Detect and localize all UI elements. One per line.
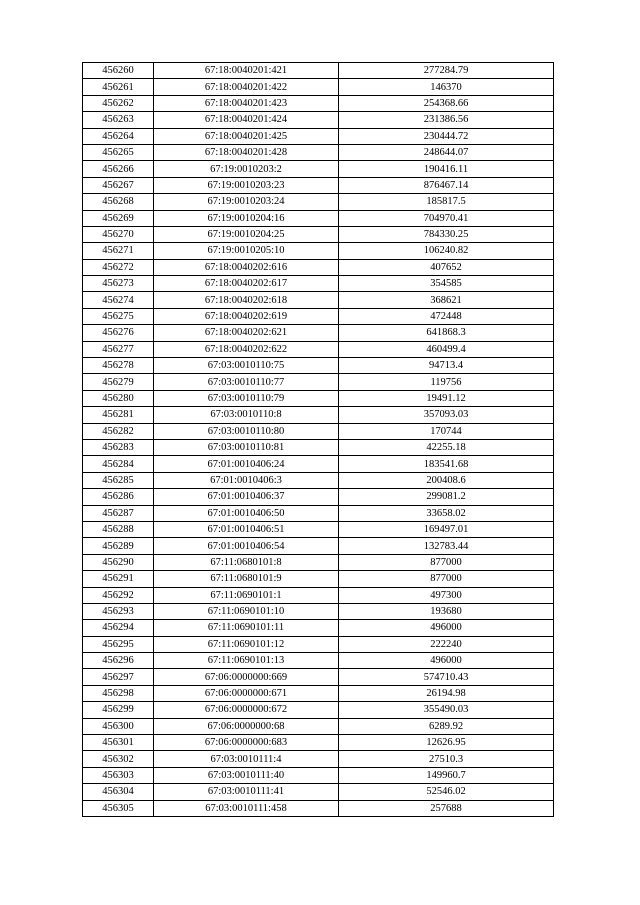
row-number-cell: 456298: [83, 685, 154, 701]
row-number-cell: 456278: [83, 358, 154, 374]
row-number-cell: 456277: [83, 341, 154, 357]
cadastral-number-cell: 67:11:0680101:9: [154, 571, 339, 587]
row-number-cell: 456275: [83, 308, 154, 324]
cadastral-value-cell: 354585: [339, 276, 554, 292]
cadastral-number-cell: 67:19:0010205:10: [154, 243, 339, 259]
row-number-cell: 456285: [83, 472, 154, 488]
cadastral-value-cell: 277284.79: [339, 63, 554, 79]
row-number-cell: 456269: [83, 210, 154, 226]
cadastral-number-cell: 67:01:0010406:24: [154, 456, 339, 472]
cadastral-number-cell: 67:11:0690101:10: [154, 603, 339, 619]
cadastral-value-cell: 877000: [339, 554, 554, 570]
cadastral-value-cell: 106240.82: [339, 243, 554, 259]
row-number-cell: 456272: [83, 259, 154, 275]
row-number-cell: 456297: [83, 669, 154, 685]
cadastral-value-cell: 193680: [339, 603, 554, 619]
cadastral-number-cell: 67:06:0000000:671: [154, 685, 339, 701]
cadastral-number-cell: 67:11:0690101:11: [154, 620, 339, 636]
cadastral-number-cell: 67:03:0010110:79: [154, 390, 339, 406]
table-row: [83, 226, 554, 242]
table-row: [83, 374, 554, 390]
table-row: [83, 112, 554, 128]
cadastral-number-cell: 67:18:0040201:421: [154, 63, 339, 79]
cadastral-value-cell: 169497.01: [339, 521, 554, 537]
table-body: [83, 63, 554, 817]
cadastral-value-cell: 496000: [339, 653, 554, 669]
row-number-cell: 456301: [83, 735, 154, 751]
cadastral-value-cell: 33658.02: [339, 505, 554, 521]
row-number-cell: 456282: [83, 423, 154, 439]
row-number-cell: 456270: [83, 226, 154, 242]
table-row: [83, 210, 554, 226]
cadastral-number-cell: 67:18:0040202:619: [154, 308, 339, 324]
table-row: [83, 308, 554, 324]
cadastral-value-cell: 183541.68: [339, 456, 554, 472]
table-row: [83, 784, 554, 800]
cadastral-number-cell: 67:03:0010111:458: [154, 800, 339, 816]
table-row: [83, 587, 554, 603]
table-row: [83, 243, 554, 259]
cadastral-number-cell: 67:03:0010110:77: [154, 374, 339, 390]
cadastral-value-cell: 641868.3: [339, 325, 554, 341]
table-row: [83, 423, 554, 439]
table-row: [83, 554, 554, 570]
cadastral-value-cell: 257688: [339, 800, 554, 816]
cadastral-number-cell: 67:11:0690101:13: [154, 653, 339, 669]
cadastral-value-cell: 170744: [339, 423, 554, 439]
cadastral-value-cell: 230444.72: [339, 128, 554, 144]
table-row: [83, 341, 554, 357]
row-number-cell: 456290: [83, 554, 154, 570]
table-row: [83, 292, 554, 308]
cadastral-value-cell: 784330.25: [339, 226, 554, 242]
row-number-cell: 456280: [83, 390, 154, 406]
cadastral-number-cell: 67:19:0010203:24: [154, 194, 339, 210]
table-row: [83, 407, 554, 423]
table-row: [83, 767, 554, 783]
table-row: [83, 63, 554, 79]
table-row: [83, 276, 554, 292]
cadastral-value-cell: 12626.95: [339, 735, 554, 751]
cadastral-value-cell: 460499.4: [339, 341, 554, 357]
cadastral-value-cell: 248644.07: [339, 144, 554, 160]
table-row: [83, 685, 554, 701]
cadastral-number-cell: 67:19:0010203:23: [154, 177, 339, 193]
cadastral-number-cell: 67:03:0010110:8: [154, 407, 339, 423]
cadastral-number-cell: 67:11:0690101:12: [154, 636, 339, 652]
cadastral-number-cell: 67:18:0040201:425: [154, 128, 339, 144]
table-row: [83, 390, 554, 406]
cadastral-value-cell: 357093.03: [339, 407, 554, 423]
row-number-cell: 456286: [83, 489, 154, 505]
cadastral-value-cell: 19491.12: [339, 390, 554, 406]
cadastral-number-cell: 67:03:0010111:4: [154, 751, 339, 767]
cadastral-value-cell: 27510.3: [339, 751, 554, 767]
table-row: [83, 505, 554, 521]
cadastral-number-cell: 67:03:0010110:75: [154, 358, 339, 374]
row-number-cell: 456283: [83, 439, 154, 455]
row-number-cell: 456263: [83, 112, 154, 128]
cadastral-number-cell: 67:06:0000000:672: [154, 702, 339, 718]
cadastral-number-cell: 67:01:0010406:51: [154, 521, 339, 537]
cadastral-value-cell: 6289.92: [339, 718, 554, 734]
row-number-cell: 456289: [83, 538, 154, 554]
cadastral-number-cell: 67:01:0010406:3: [154, 472, 339, 488]
cadastral-number-cell: 67:03:0010111:41: [154, 784, 339, 800]
cadastral-value-cell: 200408.6: [339, 472, 554, 488]
row-number-cell: 456260: [83, 63, 154, 79]
table-row: [83, 718, 554, 734]
cadastral-number-cell: 67:18:0040201:423: [154, 95, 339, 111]
cadastral-number-cell: 67:18:0040202:621: [154, 325, 339, 341]
row-number-cell: 456267: [83, 177, 154, 193]
cadastral-value-cell: 496000: [339, 620, 554, 636]
cadastral-value-cell: 94713.4: [339, 358, 554, 374]
row-number-cell: 456281: [83, 407, 154, 423]
cadastral-number-cell: 67:01:0010406:50: [154, 505, 339, 521]
row-number-cell: 456295: [83, 636, 154, 652]
table-row: [83, 194, 554, 210]
cadastral-number-cell: 67:11:0680101:8: [154, 554, 339, 570]
cadastral-number-cell: 67:01:0010406:37: [154, 489, 339, 505]
cadastral-number-cell: 67:18:0040202:618: [154, 292, 339, 308]
table-row: [83, 259, 554, 275]
cadastral-value-cell: 254368.66: [339, 95, 554, 111]
row-number-cell: 456273: [83, 276, 154, 292]
table-row: [83, 603, 554, 619]
table-row: [83, 702, 554, 718]
cadastral-value-cell: 876467.14: [339, 177, 554, 193]
cadastral-value-cell: 222240: [339, 636, 554, 652]
cadastral-value-cell: 877000: [339, 571, 554, 587]
row-number-cell: 456291: [83, 571, 154, 587]
cadastral-value-cell: 26194.98: [339, 685, 554, 701]
cadastral-value-cell: 52546.02: [339, 784, 554, 800]
cadastral-number-cell: 67:03:0010110:81: [154, 439, 339, 455]
row-number-cell: 456265: [83, 144, 154, 160]
cadastral-value-cell: 299081.2: [339, 489, 554, 505]
row-number-cell: 456300: [83, 718, 154, 734]
cadastral-number-cell: 67:06:0000000:683: [154, 735, 339, 751]
cadastral-number-cell: 67:19:0010204:25: [154, 226, 339, 242]
table-row: [83, 571, 554, 587]
cadastral-number-cell: 67:18:0040202:622: [154, 341, 339, 357]
table-row: [83, 456, 554, 472]
row-number-cell: 456287: [83, 505, 154, 521]
cadastral-value-cell: 472448: [339, 308, 554, 324]
cadastral-value-cell: 704970.41: [339, 210, 554, 226]
row-number-cell: 456268: [83, 194, 154, 210]
cadastral-number-cell: 67:01:0010406:54: [154, 538, 339, 554]
table-row: [83, 144, 554, 160]
table-row: [83, 95, 554, 111]
cadastral-number-cell: 67:18:0040201:422: [154, 79, 339, 95]
table-row: [83, 128, 554, 144]
row-number-cell: 456303: [83, 767, 154, 783]
table-row: [83, 177, 554, 193]
table-row: [83, 800, 554, 816]
table-row: [83, 358, 554, 374]
table-row: [83, 735, 554, 751]
cadastral-number-cell: 67:11:0690101:1: [154, 587, 339, 603]
cadastral-value-cell: 149960.7: [339, 767, 554, 783]
cadastral-value-cell: 497300: [339, 587, 554, 603]
cadastral-number-cell: 67:18:0040201:428: [154, 144, 339, 160]
table-row: [83, 521, 554, 537]
cadastral-number-cell: 67:18:0040202:616: [154, 259, 339, 275]
cadastral-value-cell: 132783.44: [339, 538, 554, 554]
cadastral-value-cell: 42255.18: [339, 439, 554, 455]
row-number-cell: 456276: [83, 325, 154, 341]
row-number-cell: 456304: [83, 784, 154, 800]
row-number-cell: 456294: [83, 620, 154, 636]
row-number-cell: 456296: [83, 653, 154, 669]
cadastral-number-cell: 67:06:0000000:68: [154, 718, 339, 734]
table-row: [83, 79, 554, 95]
cadastral-number-cell: 67:19:0010203:2: [154, 161, 339, 177]
cadastral-value-cell: 407652: [339, 259, 554, 275]
cadastral-value-table: [82, 62, 554, 817]
table-row: [83, 472, 554, 488]
cadastral-value-cell: 355490.03: [339, 702, 554, 718]
row-number-cell: 456261: [83, 79, 154, 95]
cadastral-number-cell: 67:06:0000000:669: [154, 669, 339, 685]
table-row: [83, 620, 554, 636]
table-row: [83, 751, 554, 767]
row-number-cell: 456284: [83, 456, 154, 472]
row-number-cell: 456264: [83, 128, 154, 144]
row-number-cell: 456293: [83, 603, 154, 619]
row-number-cell: 456302: [83, 751, 154, 767]
row-number-cell: 456292: [83, 587, 154, 603]
row-number-cell: 456305: [83, 800, 154, 816]
cadastral-number-cell: 67:18:0040201:424: [154, 112, 339, 128]
cadastral-value-cell: 190416.11: [339, 161, 554, 177]
table-row: [83, 669, 554, 685]
cadastral-value-cell: 231386.56: [339, 112, 554, 128]
table-row: [83, 489, 554, 505]
table-row: [83, 439, 554, 455]
cadastral-number-cell: 67:18:0040202:617: [154, 276, 339, 292]
row-number-cell: 456266: [83, 161, 154, 177]
cadastral-number-cell: 67:03:0010110:80: [154, 423, 339, 439]
cadastral-value-cell: 368621: [339, 292, 554, 308]
row-number-cell: 456288: [83, 521, 154, 537]
cadastral-number-cell: 67:03:0010111:40: [154, 767, 339, 783]
table-row: [83, 653, 554, 669]
table-row: [83, 325, 554, 341]
row-number-cell: 456299: [83, 702, 154, 718]
row-number-cell: 456274: [83, 292, 154, 308]
cadastral-value-cell: 119756: [339, 374, 554, 390]
table-row: [83, 636, 554, 652]
cadastral-value-cell: 574710.43: [339, 669, 554, 685]
cadastral-value-cell: 146370: [339, 79, 554, 95]
row-number-cell: 456262: [83, 95, 154, 111]
cadastral-value-cell: 185817.5: [339, 194, 554, 210]
table-row: [83, 538, 554, 554]
table-row: [83, 161, 554, 177]
row-number-cell: 456271: [83, 243, 154, 259]
row-number-cell: 456279: [83, 374, 154, 390]
cadastral-number-cell: 67:19:0010204:16: [154, 210, 339, 226]
